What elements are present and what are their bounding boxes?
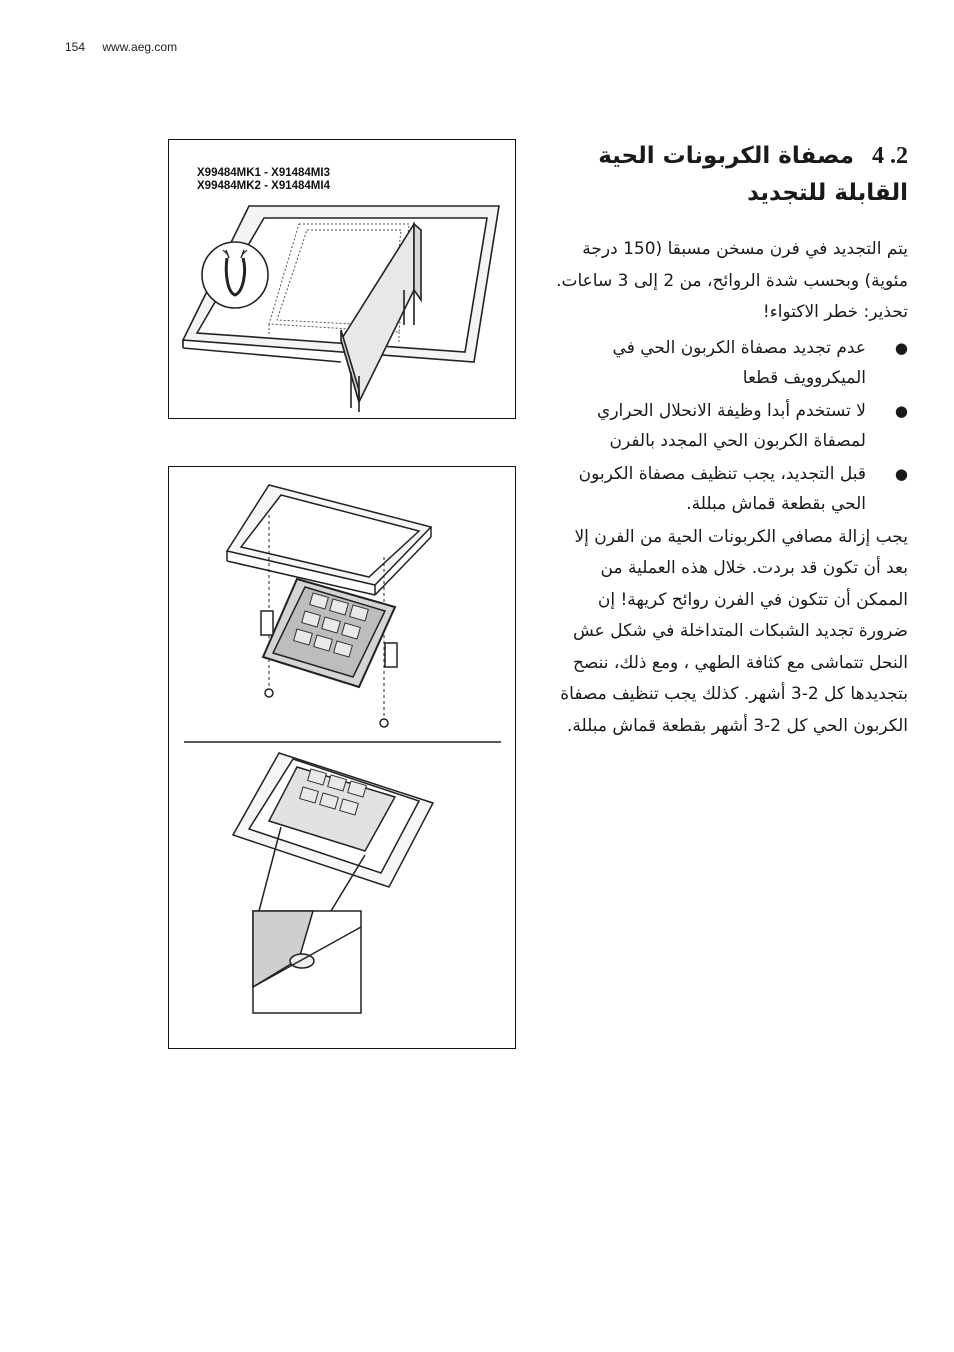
bullet-icon: ● bbox=[894, 338, 908, 357]
list-item-text: عدم تجديد مصفاة الكربون الحي في الميكروويف قطعا bbox=[612, 337, 866, 388]
bullet-icon: ● bbox=[894, 464, 908, 483]
section-heading bbox=[555, 138, 908, 212]
body-paragraph: يجب إزالة مصافي الكربونات الحية من الفرن إلا بعد أن تكون قد بردت. خلال هذه العملية من الممكن أن تتكون في الفرن روائح كريهة! إن ضرورة تجديد الشبكات المتداخلة في شكل عش النحل تتماشى مع كثافة الطهي ، ومع ذلك، ننصح بتجديدها كل 2-3 أشهر. كذلك يجب تنظيف مصفاة الكربون الحي كل 2-3 أشهر بقطعة قماش مبللة. bbox=[560, 526, 908, 736]
section-title: مصفاة الكربونات الحية القابلة للتجديد bbox=[598, 143, 908, 206]
site-url: www.aeg.com bbox=[102, 40, 178, 54]
list-item bbox=[555, 459, 908, 519]
filter-location-illustration bbox=[168, 139, 516, 419]
list-item-text: قبل التجديد، يجب تنظيف مصفاة الكربون الحي بقطعة قماش مبللة. bbox=[578, 463, 866, 514]
bullet-icon: ● bbox=[894, 401, 908, 420]
warning-list bbox=[555, 333, 908, 519]
warning-text: تحذير: خطر الاكتواء! bbox=[762, 302, 908, 322]
intro-paragraph: يتم التجديد في فرن مسخن مسبقا (150 درجة مئوية) وبحسب شدة الروائح، من 2 إلى 3 ساعات. bbox=[556, 239, 908, 291]
section-number: 2. 4 bbox=[872, 143, 908, 169]
model-line-1: X99484MK1 - X91484MI3 bbox=[197, 167, 330, 179]
hood-filter-drawing bbox=[169, 140, 515, 418]
page-number: 154 bbox=[65, 40, 86, 54]
section-text bbox=[555, 138, 908, 742]
list-item bbox=[555, 396, 908, 456]
page-header bbox=[65, 40, 191, 54]
filter-removal-drawing bbox=[169, 467, 515, 1048]
model-line-2: X99484MK2 - X91484MI4 bbox=[197, 180, 330, 192]
filter-removal-illustration bbox=[168, 466, 516, 1049]
list-item bbox=[555, 333, 908, 393]
list-item-text: لا تستخدم أبدا وظيفة الانحلال الحراري لمصفاة الكربون الحي المجدد بالفرن bbox=[597, 400, 866, 451]
